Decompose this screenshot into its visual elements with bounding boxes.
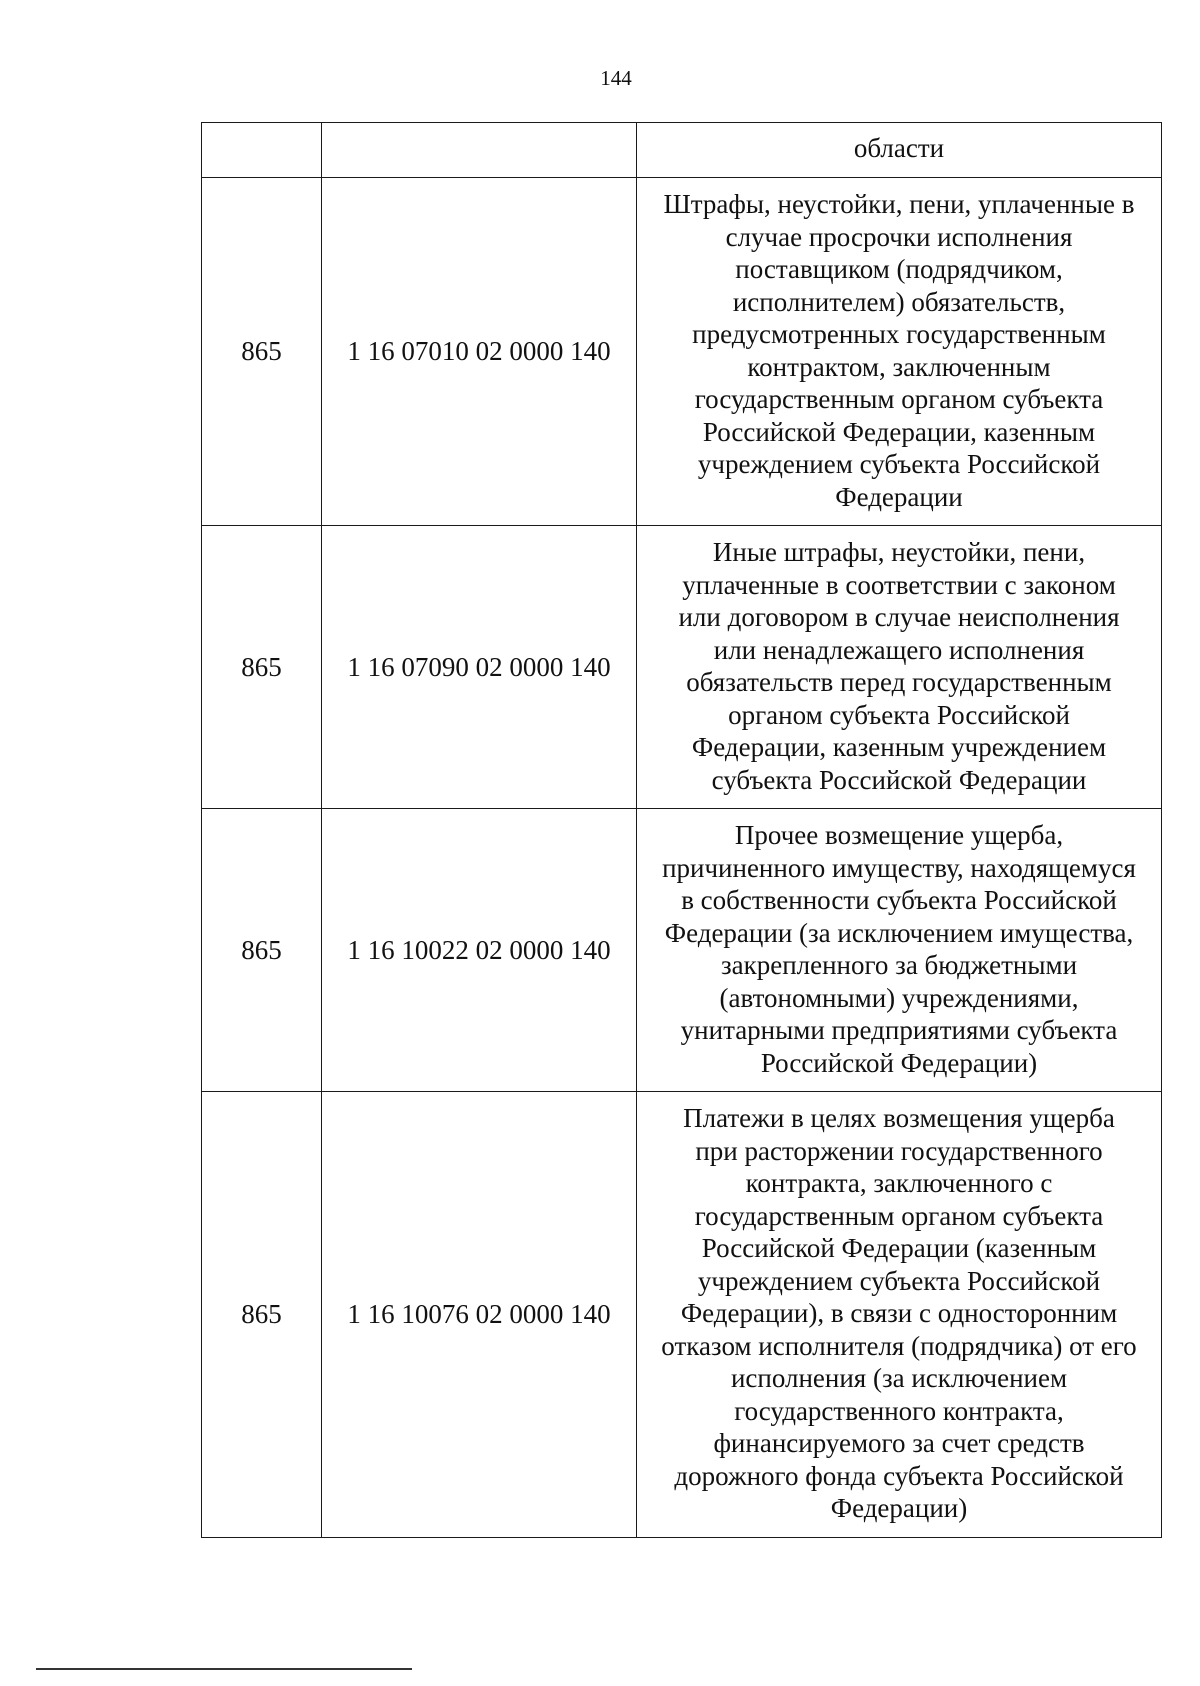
revenue-codes-table bbox=[201, 122, 1162, 1538]
description-line: субъекта Российской Федерации bbox=[711, 764, 1087, 795]
description-line: случае просрочки исполнения bbox=[725, 221, 1073, 252]
description-line: дорожного фонда субъекта Российской bbox=[674, 1460, 1124, 1491]
description-line: Российской Федерации, казенным bbox=[702, 416, 1096, 447]
budget-classification-code-cell: 1 16 07010 02 0000 140 bbox=[322, 178, 637, 526]
description-line: закрепленного за бюджетными bbox=[720, 950, 1078, 980]
admin-code-cell: 865 bbox=[202, 1092, 322, 1538]
page-number: 144 bbox=[600, 66, 632, 90]
description-line: (автономными) учреждениями, bbox=[719, 982, 1079, 1013]
description-line: контракта, заключенного с bbox=[745, 1168, 1053, 1198]
description-line: или договором в случае неисполнения bbox=[678, 602, 1120, 632]
admin-code-cell: 865 bbox=[202, 809, 322, 1092]
table-row bbox=[202, 1092, 1162, 1538]
description-line: финансируемого за счет средств bbox=[713, 1428, 1085, 1458]
description-cell bbox=[637, 123, 1162, 178]
description-line: Российской Федерации) bbox=[760, 1047, 1038, 1078]
table-body bbox=[202, 123, 1162, 1538]
description-line: Иные штрафы, неустойки, пени, bbox=[712, 537, 1086, 567]
table-row bbox=[202, 809, 1162, 1092]
budget-classification-code-cell: 1 16 10076 02 0000 140 bbox=[322, 1092, 637, 1538]
footer-rule bbox=[36, 1668, 412, 1670]
description-line: обязательств перед государственным bbox=[686, 667, 1112, 697]
description-line: Федерации, казенным учреждением bbox=[691, 732, 1107, 762]
admin-code-cell: 865 bbox=[202, 526, 322, 809]
description-line: государственного контракта, bbox=[734, 1395, 1064, 1426]
description-line: Прочее возмещение ущерба, bbox=[734, 820, 1064, 850]
description-line: или ненадлежащего исполнения bbox=[713, 634, 1085, 665]
description-line: причиненного имуществу, находящемуся bbox=[662, 852, 1136, 883]
description-line: учреждением субъекта Российской bbox=[697, 1265, 1101, 1296]
admin-code-cell bbox=[202, 123, 322, 178]
description-line: Платежи в целях возмещения ущерба bbox=[683, 1103, 1115, 1133]
description-cell bbox=[637, 526, 1162, 809]
description-line: уплаченные в соответствии с законом bbox=[682, 569, 1116, 600]
table-row bbox=[202, 178, 1162, 526]
description-line: отказом исполнителя (подрядчика) от его bbox=[661, 1330, 1137, 1361]
budget-classification-code-cell: 1 16 10022 02 0000 140 bbox=[322, 809, 637, 1092]
description-line: государственным органом субъекта bbox=[694, 1200, 1104, 1231]
description-line: Российской Федерации (казенным bbox=[701, 1233, 1097, 1263]
description-line: Федерации (за исключением имущества, bbox=[664, 917, 1134, 948]
description-cell bbox=[637, 809, 1162, 1092]
description-line: поставщиком (подрядчиком, bbox=[735, 254, 1063, 284]
description-line: области bbox=[853, 132, 945, 163]
description-cell bbox=[637, 178, 1162, 526]
description-cell bbox=[637, 1092, 1162, 1538]
description-line: исполнителем) обязательств, bbox=[732, 286, 1066, 317]
description-line: Федерации), в связи с односторонним bbox=[680, 1298, 1118, 1328]
table-row bbox=[202, 526, 1162, 809]
description-line: государственным органом субъекта bbox=[694, 384, 1104, 414]
admin-code-cell: 865 bbox=[202, 178, 322, 526]
budget-classification-code-cell: 1 16 07090 02 0000 140 bbox=[322, 526, 637, 809]
description-line: Федерации bbox=[835, 481, 963, 512]
table-row-continuation bbox=[202, 123, 1162, 178]
description-line: Федерации) bbox=[830, 1493, 968, 1523]
description-line: учреждением субъекта Российской bbox=[697, 449, 1101, 479]
description-line: контрактом, заключенным bbox=[747, 351, 1051, 382]
description-line: в собственности субъекта Российской bbox=[681, 885, 1117, 915]
description-line: унитарными предприятиями субъекта bbox=[680, 1015, 1118, 1045]
description-line: Штрафы, неустойки, пени, уплаченные в bbox=[663, 189, 1135, 219]
description-line: предусмотренных государственным bbox=[692, 319, 1106, 349]
description-line: органом субъекта Российской bbox=[728, 699, 1070, 730]
budget-classification-code-cell bbox=[322, 123, 637, 178]
description-line: при расторжении государственного bbox=[695, 1135, 1103, 1166]
description-line: исполнения (за исключением bbox=[730, 1363, 1068, 1393]
